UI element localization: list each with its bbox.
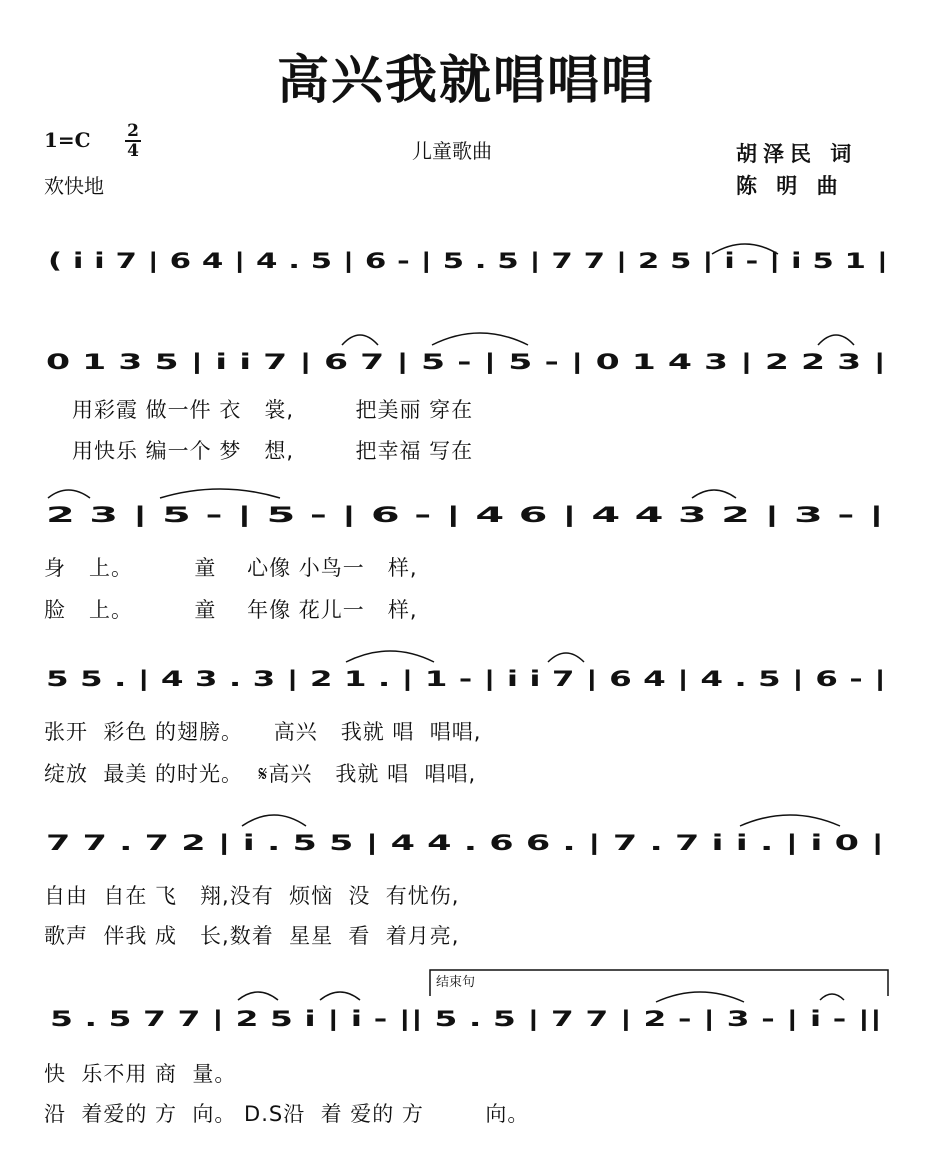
score-line-4: [0, 648, 932, 708]
tempo-marking: 欢快地: [44, 174, 104, 198]
score-line-2: [0, 325, 932, 385]
score-line-4-notes: 5 5 . | 4 3 . 3 | 2 1 . | 1 - | i i 7 | 6 4 | 4 . 5 | 6 - |: [46, 667, 588, 691]
score-line-4-notation: [0, 648, 932, 708]
lyrics-line-2-verse-1: 用彩霞 做一件 衣 裳, 把美丽 穿在: [72, 398, 474, 422]
lyrics-line-4-verse-2: 绽放 最美 的时光。 𝄋高兴 我就 唱 唱唱,: [44, 762, 477, 786]
ending-label: 结束句: [436, 975, 476, 990]
score-line-6-notes: 5 . 5 7 7 | 2 5 i | i - || 5 . 5 | 7 7 | 2 - | 3 - | i - ||: [50, 1007, 580, 1031]
lyrics-line-5-verse-1: 自由 自在 飞 翔,没有 烦恼 没 有忧伤,: [44, 884, 460, 908]
score-line-6-notation: [0, 966, 932, 1046]
lyrics-line-6-verse-2: 沿 着爱的 方 向。 D.S沿 着 爱的 方 向。: [44, 1102, 530, 1126]
meter-bottom: 4: [127, 141, 139, 161]
score-line-3-notes: 2 3 | 5 - | 5 - | 6 - | 4 6 | 4 4 3 2 | 3 - |: [46, 503, 471, 527]
lyrics-line-6-verse-1: 快 乐不用 商 量。: [44, 1062, 237, 1086]
lyrics-line-5-verse-2: 歌声 伴我 成 长,数着 星星 看 着月亮,: [44, 924, 460, 948]
score-line-1-notes: ( i i 7 | 6 4 | 4 . 5 | 6 - | 5 . 5 | 7 7 | 2 5 | i - | i 5 1 |: [48, 249, 621, 273]
score-line-5-notation: [0, 810, 932, 870]
score-line-3-notation: [0, 488, 932, 548]
score-line-3: [0, 488, 932, 548]
composer-credit: 陈 明 曲: [736, 174, 844, 198]
score-line-5: [0, 810, 932, 870]
lyrics-line-4-verse-1: 张开 彩色 的翅膀。 高兴 我就 唱 唱唱,: [44, 720, 482, 744]
key-signature: 1=C: [44, 128, 91, 152]
score-line-2-notation: [0, 325, 932, 385]
score-line-5-notes: 7 7 . 7 2 | i . 5 5 | 4 4 . 6 6 . | 7 . 7 i i . | i 0 |: [46, 831, 549, 855]
lyricist-credit: 胡泽民 词: [736, 142, 858, 166]
score-line-1-notation: [0, 232, 932, 292]
lyrics-line-2-verse-2: 用快乐 编一个 梦 想, 把幸福 写在: [72, 439, 474, 463]
song-title: 高兴我就唱唱唱: [276, 51, 655, 111]
time-signature: [124, 122, 142, 160]
score-line-1: [0, 232, 932, 292]
lyrics-line-3-verse-2: 脸 上。 童 年像 花儿一 样,: [44, 598, 418, 622]
meter-top: 2: [127, 121, 139, 141]
score-line-6: [0, 966, 932, 1046]
genre-label: 儿童歌曲: [412, 139, 492, 163]
score-line-2-notes: 0 1 3 5 | i i 7 | 6 7 | 5 - | 5 - | 0 1 4 3 | 2 2 3 |: [46, 350, 556, 374]
lyrics-line-3-verse-1: 身 上。 童 心像 小鸟一 样,: [44, 556, 418, 580]
